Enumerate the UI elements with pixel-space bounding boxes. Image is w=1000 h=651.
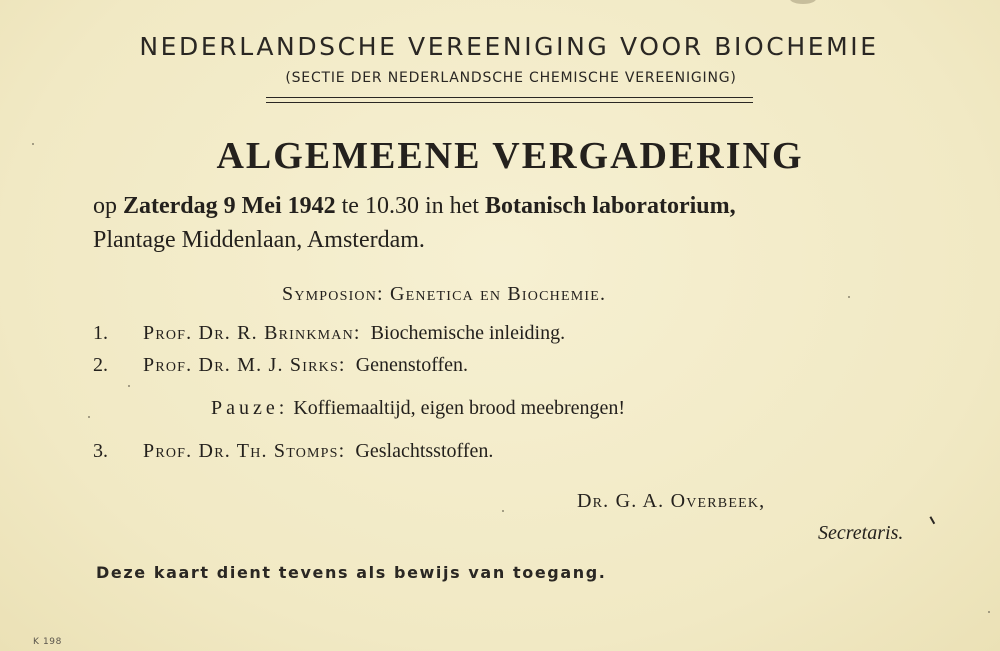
paper-speck [848, 296, 850, 298]
pause-text: Koffiemaaltijd, eigen brood meebrengen! [293, 397, 626, 419]
signature-role: Secretaris. [818, 522, 904, 544]
signature-name: Dr. G. A. Overbeek, [577, 490, 766, 512]
pause-line [211, 397, 625, 420]
organization-subtitle: (SECTIE DER NEDERLANDSCHE CHEMISCHE VEREENIGING) [285, 70, 737, 86]
program-item [93, 440, 493, 463]
paper-speck [128, 385, 130, 387]
date-prefix: op [93, 193, 117, 219]
program-topic: Geslachtsstoffen. [355, 440, 494, 462]
program-number: 2. [93, 354, 108, 376]
paper-speck [88, 416, 90, 418]
print-code: K 198 [33, 637, 62, 647]
symposion-heading [282, 283, 606, 306]
meeting-time: te 10.30 in het [341, 193, 479, 219]
program-topic: Genenstoffen. [355, 354, 469, 376]
paper-speck [988, 611, 990, 613]
admission-note: Deze kaart dient tevens als bewijs van toegang. [96, 563, 607, 582]
paper-stain [790, 0, 816, 4]
meeting-venue: Botanisch laboratorium, [484, 193, 736, 219]
ink-mark [929, 514, 939, 524]
meeting-date: Zaterdag 9 Mei 1942 [123, 193, 336, 219]
program-speaker: Prof. Dr. M. J. Sirks: [143, 354, 346, 376]
symposion-topic: Genetica en Biochemie. [390, 283, 607, 305]
organization-title: NEDERLANDSCHE VEREENIGING VOOR BIOCHEMIE [139, 32, 879, 61]
meeting-address: Plantage Middenlaan, Amsterdam. [93, 227, 425, 253]
program-speaker: Prof. Dr. R. Brinkman: [143, 322, 361, 344]
program-number: 1. [93, 322, 108, 344]
meeting-title: ALGEMEENE VERGADERING [216, 135, 804, 177]
symposion-label: Symposion: [282, 283, 384, 305]
program-item [93, 322, 565, 345]
program-topic: Biochemische inleiding. [370, 322, 566, 344]
meeting-date-line [93, 193, 736, 220]
program-number: 3. [93, 440, 108, 462]
paper-speck [32, 143, 34, 145]
program-speaker: Prof. Dr. Th. Stomps: [143, 440, 346, 462]
program-item [93, 354, 468, 377]
double-rule-divider [266, 97, 753, 103]
pause-label: Pauze: [211, 397, 289, 419]
paper-speck [502, 510, 504, 512]
